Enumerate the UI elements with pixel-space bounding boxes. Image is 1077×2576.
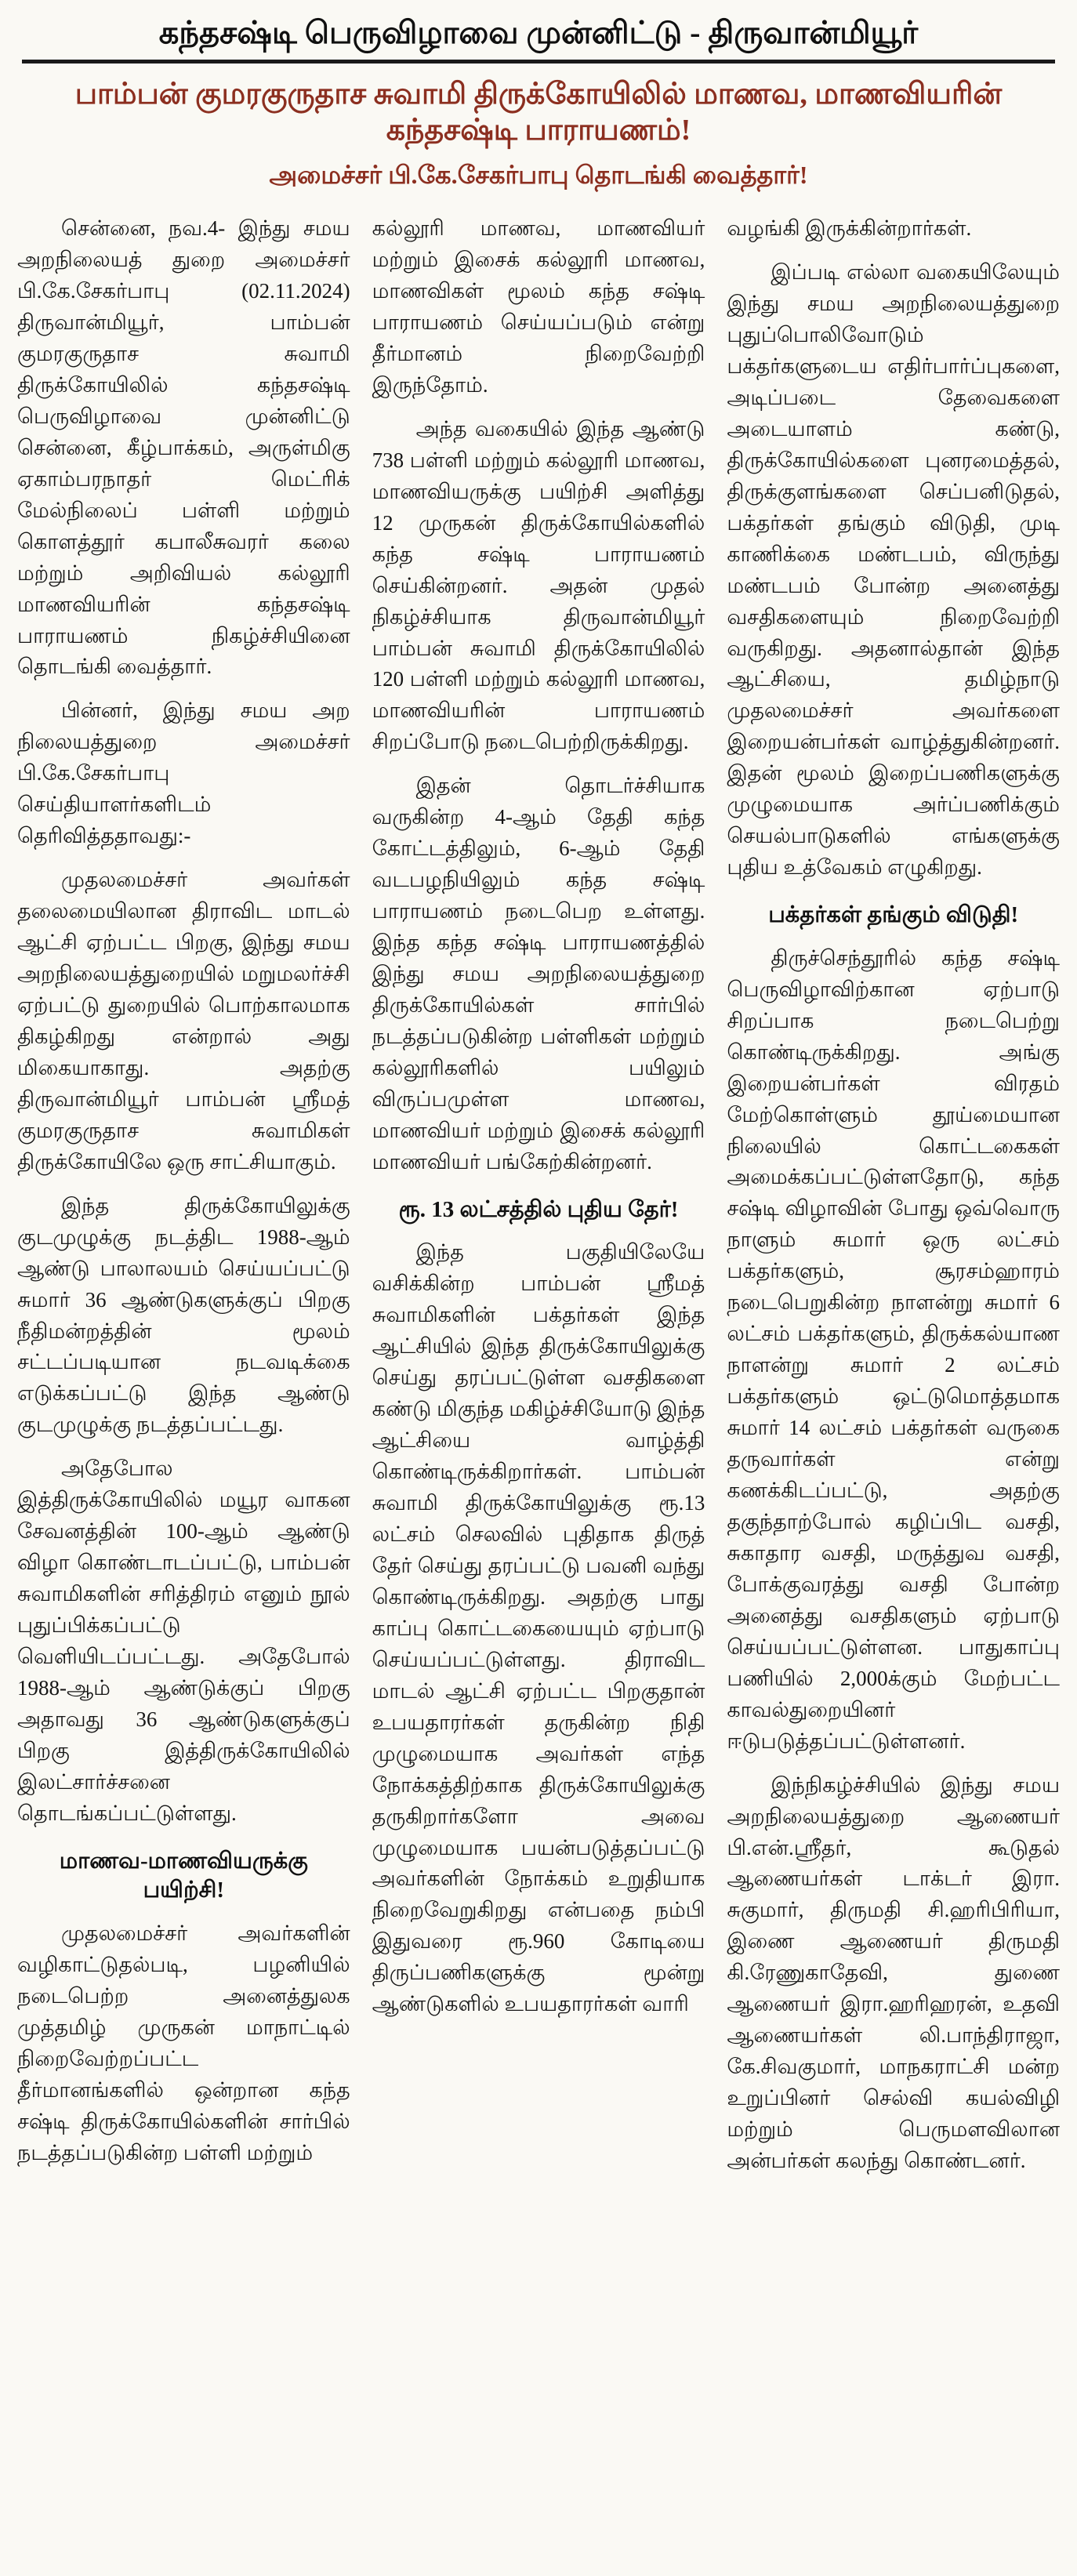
section-subhead-training: மாணவ-மாணவியருக்கு பயிற்சி!: [59, 1848, 308, 1903]
paragraph-continuation: வழங்கி இருக்கின்றார்கள்.: [727, 216, 972, 241]
article-column-2: [372, 213, 705, 2033]
article-header: [14, 14, 1063, 190]
paragraph: இப்படி எல்லா வகையிலேயும் இந்து சமய அறநிலையத்துறை புதுப்பொலிவோடும் பக்தர்களுடைய எதிர்பார்ப்புகளை, அடிப்படை தேவைகளை அடையாளம் கண்டு, திருக்கோயில்களை புனரமைத்தல், திருக்குளங்களை செப்பனிடுதல், பக்தர்கள் தங்கும் விடுதி, முடி காணிக்கை மண்டபம், விருந்து மண்டபம் போன்ற அனைத்து வசதிகளையும் நிறைவேற்றி வருகிறது. அதனால்தான் இந்த ஆட்சியை, தமிழ்நாடு முதலமைச்சர் அவர்களை இறையன்பர்கள் வாழ்த்துகின்றனர். இதன் மூலம் இறைப்பணிகளுக்கு முழுமையாக அர்ப்பணிக்கும் செயல்பாடுகளில் எங்களுக்கு புதிய உத்வேகம் எழுகிறது.: [727, 260, 1061, 880]
paragraph: பின்னர், இந்து சமய அற நிலையத்துறை அமைச்சர் பி.கே.சேகர்பாபு செய்தியாளர்களிடம் தெரிவித்ததாவது:-: [17, 698, 350, 848]
sub-headline: அமைச்சர் பி.கே.சேகர்பாபு தொடங்கி வைத்தார்!: [269, 160, 808, 189]
paragraph: அந்த வகையில் இந்த ஆண்டு 738 பள்ளி மற்றும் கல்லூரி மாணவ, மாணவியருக்கு பயிற்சி அளித்து 12 முருகன் திருக்கோயில்களில் கந்த சஷ்டி பாராயணம் செய்கின்றனர். அதன் முதல் நிகழ்ச்சியாக திருவான்மியூர் பாம்பன் சுவாமி திருக்கோயிலில் 120 பள்ளி மற்றும் கல்லூரி மாணவ, மாணவியரின் பாராயணம் சிறப்போடு நடைபெற்றிருக்கிறது.: [372, 416, 705, 754]
paragraph: அதேபோல இத்திருக்கோயிலில் மயூர வாகன சேவனத்தின் 100-ஆம் ஆண்டு விழா கொண்டாடப்பட்டு, பாம்பன் சுவாமிகளின் சரித்திரம் எனும் நூல் புதுப்பிக்கப்பட்டு வெளியிடப்பட்டது. அதேபோல் 1988-ஆம் ஆண்டுக்குப் பிறகு அதாவது 36 ஆண்டுகளுக்குப் பிறகு இத்திருக்கோயிலில் இலட்சார்ச்சனை தொடங்கப்பட்டுள்ளது.: [17, 1457, 350, 1825]
paragraph: முதலமைச்சர் அவர்களின் வழிகாட்டுதல்படி, பழனியில் நடைபெற்ற அனைத்துலக முத்தமிழ் முருகன் மாநாட்டில் நிறைவேற்றப்பட்ட தீர்மானங்களில் ஒன்றான கந்த சஷ்டி திருக்கோயில்களின் சார்பில் நடத்தப்படுகின்ற பள்ளி மற்றும்: [17, 1921, 350, 2164]
paragraph: திருச்செந்தூரில் கந்த சஷ்டி பெருவிழாவிற்கான ஏற்பாடு சிறப்பாக நடைபெற்று கொண்டிருக்கிறது. அங்கு இறையன்பர்கள் விரதம் மேற்கொள்ளும் தூய்மையான நிலையில் கொட்டகைகள் அமைக்கப்பட்டுள்ளதோடு, கந்த சஷ்டி விழாவின் போது ஒவ்வொரு நாளும் சுமார் ஒரு லட்சம் பக்தர்களும், சூரசம்ஹாரம் நடைபெறுகின்ற நாளன்று சுமார் 6 லட்சம் பக்தர்களும், திருக்கல்யாண நாளன்று சுமார் 2 லட்சம் பக்தர்களும் ஒட்டுமொத்தமாக சுமார் 14 லட்சம் பக்தர்கள் வருகை தருவார்கள் என்று கணக்கிடப்பட்டு, அதற்கு தகுந்தாற்போல் கழிப்பிட வசதி, சுகாதார வசதி, மருத்துவ வசதி, போக்குவரத்து வசதி போன்ற அனைத்து வசதிகளும் ஏற்பாடு செய்யப்பட்டுள்ளன. பாதுகாப்பு பணியில் 2,000க்கும் மேற்பட்ட காவல்துறையினர் ஈடுபடுத்தப்பட்டுள்ளனர்.: [727, 945, 1061, 1753]
main-headline: பாம்பன் குமரகுருதாச சுவாமி திருக்கோயிலில் மாணவ, மாணவியரின் கந்தசஷ்டி பாராயணம்!: [74, 78, 1003, 147]
article-body: [14, 210, 1063, 2190]
paragraph-continuation: கல்லூரி மாணவ, மாணவியர் மற்றும் இசைக் கல்லூரி மாணவ, மாணவிகள் மூலம் கந்த சஷ்டி பாராயணம் செய்யப்படும் என்று தீர்மானம் நிறைவேற்றி இருந்தோம்.: [372, 216, 705, 397]
paragraph: இந்த திருக்கோயிலுக்கு குடமுழுக்கு நடத்திட 1988-ஆம் ஆண்டு பாலாலயம் செய்யப்பட்டு சுமார் 36 ஆண்டுகளுக்குப் பிறகு நீதிமன்றத்தின் மூலம் சட்டப்படியான நடவடிக்கை எடுக்கப்பட்டு இந்த ஆண்டு குடமுழுக்கு நடத்தப்பட்டது.: [17, 1193, 350, 1437]
paragraph-lede: சென்னை, நவ.4- இந்து சமய அறநிலையத் துறை அமைச்சர் பி.கே.சேகர்பாபு (02.11.2024) திருவான்மியூர், பாம்பன் குமரகுருதாச சுவாமி திருக்கோயிலில் கந்தசஷ்டி பெருவிழாவை முன்னிட்டு சென்னை, கீழ்பாக்கம், அருள்மிகு ஏகாம்பரநாதர் மெட்ரிக் மேல்நிலைப் பள்ளி மற்றும் கொளத்தூர் கபாலீசுவரர் கலை மற்றும் அறிவியல் கல்லூரி மாணவியரின் கந்தசஷ்டி பாராயணம் நிகழ்ச்சியினை தொடங்கி வைத்தார்.: [17, 216, 350, 679]
headline-rule: [22, 60, 1055, 63]
paragraph: இந்த பகுதியிலேயே வசிக்கின்ற பாம்பன் ஸ்ரீமத் சுவாமிகளின் பக்தர்கள் இந்த ஆட்சியில் இந்த திருக்கோயிலுக்கு செய்து தரப்பட்டுள்ள வசதிகளை கண்டு மிகுந்த மகிழ்ச்சியோடு இந்த ஆட்சியை வாழ்த்தி கொண்டிருக்கிறார்கள். பாம்பன் சுவாமி திருக்கோயிலுக்கு ரூ.13 லட்சம் செலவில் புதிதாக திருத் தேர் செய்து தரப்பட்டு பவனி வந்து கொண்டிருக்கிறது. அதற்கு பாது காப்பு கொட்டகையையும் ஏற்பாடு செய்யப்பட்டுள்ளது. திராவிட மாடல் ஆட்சி ஏற்பட்ட பிறகுதான் உபயதாரர்கள் தருகின்ற நிதி முழுமையாக அவர்கள் எந்த நோக்கத்திற்காக திருக்கோயிலுக்கு தருகிறார்களோ அவை முழுமையாக பயன்படுத்தப்பட்டு அவர்களின் நோக்கம் உறுதியாக நிறைவேறுகிறது என்பதை நம்பி இதுவரை ரூ.960 கோடியை திருப்பணிகளுக்கு மூன்று ஆண்டுகளில் உபயதாரர்கள் வாரி: [372, 1240, 705, 2016]
article-column-3: [727, 213, 1060, 2190]
article-column-1: [17, 213, 350, 2182]
section-subhead-new-chariot: ரூ. 13 லட்சத்தில் புதிய தேர்!: [398, 1196, 679, 1222]
paragraph: இந்நிகழ்ச்சியில் இந்து சமய அறநிலையத்துறை ஆணையர் பி.என்.ஸ்ரீதர், கூடுதல் ஆணையர்கள் டாக்டர் இரா. சுகுமார், திருமதி சி.ஹரிபிரியா, இணை ஆணையர் திருமதி கி.ரேணுகாதேவி, துணை ஆணையர் இரா.ஹரிஹரன், உதவி ஆணையர்கள் லி.பாந்திராஜா, கே.சிவகுமார், மாநகராட்சி மன்ற உறுப்பினர் செல்வி கயல்விழி மற்றும் பெருமளவிலான அன்பர்கள் கலந்து கொண்டனர்.: [727, 1772, 1061, 2173]
kicker-headline: கந்தசஷ்டி பெருவிழாவை முன்னிட்டு - திருவான்மியூர்: [158, 15, 919, 50]
paragraph: முதலமைச்சர் அவர்கள் தலைமையிலான திராவிட மாடல் ஆட்சி ஏற்பட்ட பிறகு, இந்து சமய அறநிலையத்துறையில் மறுமலர்ச்சி ஏற்பட்டு துறையில் பொற்காலமாக திகழ்கிறது என்றால் அது மிகையாகாது. அதற்கு திருவான்மியூர் பாம்பன் ஸ்ரீமத் குமரகுருதாச சுவாமிகள் திருக்கோயிலே ஒரு சாட்சியாகும்.: [17, 868, 350, 1174]
paragraph: இதன் தொடர்ச்சியாக வருகின்ற 4-ஆம் தேதி கந்த கோட்டத்திலும், 6-ஆம் தேதி வடபழநியிலும் கந்த சஷ்டி பாராயணம் நடைபெற உள்ளது. இந்த கந்த சஷ்டி பாராயணத்தில் இந்து சமய அறநிலையத்துறை திருக்கோயில்கள் சார்பில் நடத்தப்படுகின்ற பள்ளிகள் மற்றும் கல்லூரிகளில் பயிலும் விருப்பமுள்ள மாணவ, மாணவியர் மற்றும் இசைக் கல்லூரி மாணவியர் பங்கேற்கின்றனர்.: [372, 774, 705, 1174]
section-subhead-devotee-lodge: பக்தர்கள் தங்கும் விடுதி!: [768, 902, 1019, 928]
